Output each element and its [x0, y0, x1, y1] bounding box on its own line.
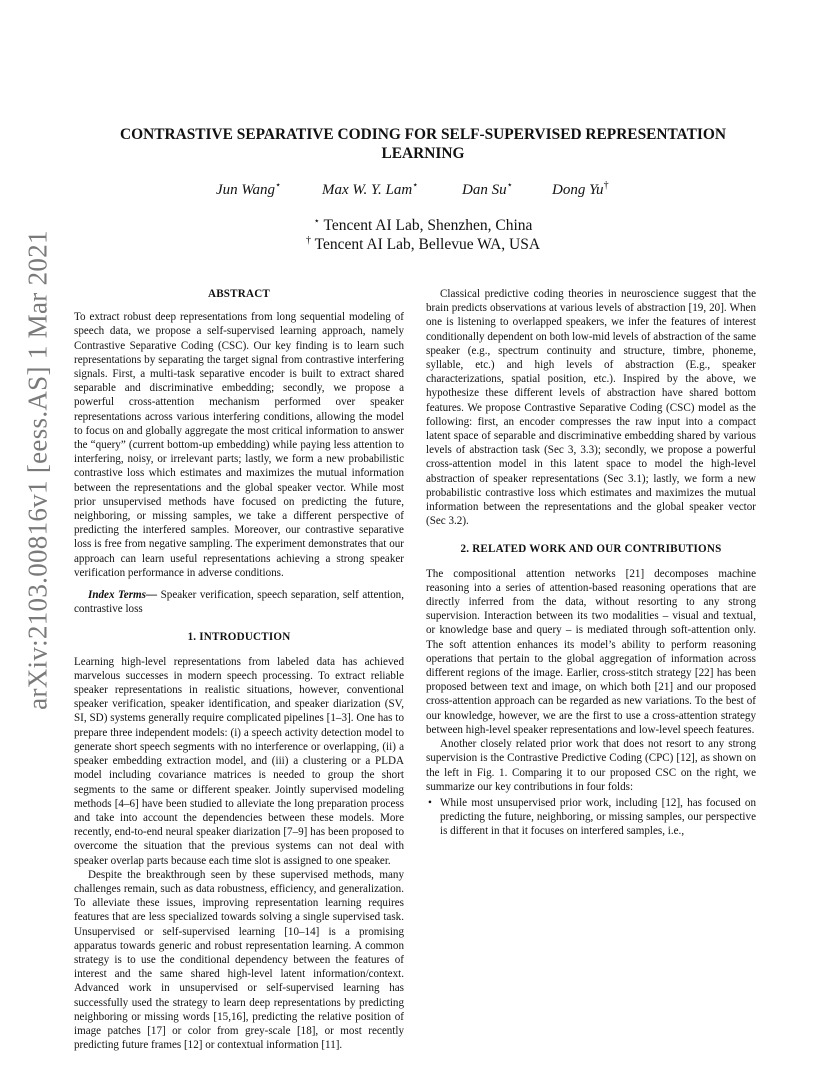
- author-mark: ⋆: [412, 180, 419, 191]
- related-work-heading: 2. RELATED WORK AND OUR CONTRIBUTIONS: [460, 543, 722, 556]
- left-column: [74, 287, 404, 1052]
- author-mark: ⋆: [275, 180, 282, 191]
- affiliation-2: [86, 235, 760, 254]
- author-mark: †: [603, 180, 609, 191]
- affiliation-mark: †: [305, 235, 311, 246]
- intro-paragraph-2: Despite the breakthrough seen by these supervised methods, many challenges remain, such as data robustness, efficiency, and generalization. To alleviate these issues, improving representation learning requires features that are less specialized towards solving a single supervised task. Unsupervised or self-supervised learning [10–14] is a promising apparatus towards generic and robust representation learning. A common strategy is to use the conditional dependency between the features of interest and the same shared high-level latent information/context. Advanced work in unsupervised or self-supervised learning has successfully used the strategy to learn deep representations by predicting neighboring or missing words [15,16], predicting the relative position of image patches [17] or color from grey-scale [18], or most recently predicting future frames [12] or contextual information [11].: [74, 868, 404, 1052]
- author-name: Dan Su: [462, 182, 507, 198]
- affiliation-text: Tencent AI Lab, Bellevue WA, USA: [314, 236, 541, 254]
- affiliation-text: Tencent AI Lab, Shenzhen, China: [323, 217, 533, 235]
- author-name: Max W. Y. Lam: [322, 182, 413, 198]
- author-4: [552, 180, 609, 199]
- arxiv-identifier: [18, 230, 58, 710]
- intro-paragraph-3: Classical predictive coding theories in neuroscience suggest that the brain predicts observations at various levels of abstraction [19, 20]. When one is listening to overlapped speakers, we infer the features of interest conditionally dependent on both low-mid levels of abstraction of the same speaker (e.g., spectrum continuity and structure, timbre, phoneme, syllable, etc.) and high levels of abstraction (E.g., speaker characterizations, spatial position, etc.). Inspired by the above, we hypothesize these different levels of abstraction have shared bottom features. We propose Contrastive Separative Coding (CSC) model as the following: first, an encoder compresses the raw input into a compact latent space of separable and discriminative embedding shared by various levels of abstraction task (Sec 3, 3.3); secondly, we propose a powerful cross-attention model in this latent space to model the high-level abstraction of speaker representations (Sec 3.1); lastly, we form a new probabilistic contrastive loss which estimates and maximizes the mutual information between the representations and the global speaker vector (Sec 3.2).: [426, 288, 756, 528]
- index-terms: [74, 588, 404, 616]
- index-terms-text: Speaker verification, speech separation, self attention, contrastive loss: [74, 589, 404, 616]
- related-paragraph-1: The compositional attention networks [21] decomposes machine reasoning into a series of attention-based reasoning operations that are directly inferred from the data, without resorting to any strong supervision. Interaction between its two modalities – visual and textual, or knowledge base and query – is mediated through soft-attention only. The soft attention enhances its model’s ability to perform reasoning operations that pertain to the global aggregation of information across different regions of the image. Earlier, cross-stitch strategy [22] has been proposed between text and image, on which both [21] and our proposed cross-attention approach can be regarded as new variations. To the best of our knowledge, however, we are the first to use a cross-attention strategy between high-level speaker representations and low-level speech features.: [426, 567, 756, 736]
- related-paragraph-2: Another closely related prior work that does not resort to any strong supervision is the Contrastive Predictive Coding (CPC) [12], as shown on the left in Fig. 1. Comparing it to our proposed CSC on the right, we summarize our key contributions in four folds:: [426, 738, 756, 793]
- introduction-heading: 1. INTRODUCTION: [187, 631, 291, 644]
- paper-title: CONTRASTIVE SEPARATIVE CODING FOR SELF-SUPERVISED REPRESENTATION LEARNING: [120, 126, 726, 162]
- contribution-item: • While most unsupervised prior work, including [12], has focused on predicting the future, neighboring, or missing samples, our perspective is different in that it focuses on interfered samples, i.e.,: [440, 796, 756, 839]
- author-name: Jun Wang: [216, 182, 276, 198]
- abstract-text: To extract robust deep representations from long sequential modeling of speech data, we propose a self-supervised learning approach, namely Contrastive Separative Coding (CSC). Our key finding is to learn such representations by separating the target signal from contrastive interfering signals. First, a multi-task separative encoder is built to extract shared separable and discriminative embedding; secondly, we propose a powerful cross-attention mechanism performed over speaker representations across various interfering conditions, allowing the model to focus on and globally aggregate the most critical information to answer the “query” (current bottom-up embedding) while paying less attention to interfering, noisy, or irrelevant parts; lastly, we form a new probabilistic contrastive loss which estimates and maximizes the mutual information between the representations and the global speaker vector. While most prior unsupervised methods have focused on predicting the future, neighboring, or missing samples, we take a different perspective of predicting the interfered samples. Moreover, our contrastive separative loss is free from negative sampling. The experiment demonstrates that our approach can learn useful representations achieving a strong speaker verification performance in adverse conditions.: [74, 311, 404, 579]
- author-2: [322, 180, 418, 199]
- index-terms-label: Index Terms—: [88, 589, 158, 602]
- author-1: [216, 180, 281, 199]
- author-name: Dong Yu: [552, 182, 604, 198]
- arxiv-identifier-text: arXiv:2103.00816v1 [eess.AS] 1 Mar 2021: [22, 230, 53, 710]
- right-column: [426, 287, 756, 839]
- contribution-list: [426, 796, 756, 839]
- abstract-heading: ABSTRACT: [207, 288, 270, 300]
- author-3: [462, 180, 513, 199]
- affiliation-1: [86, 216, 760, 235]
- author-mark: ⋆: [506, 180, 513, 191]
- affiliation-mark: ⋆: [313, 216, 320, 227]
- intro-paragraph-1: Learning high-level representations from labeled data has achieved marvelous successes in modern speech processing. To extract reliable speaker representations in realistic situations, however, conventional speaker verification, speaker identification, and speaker diarization (SV, SI, SD) systems generally require complicated pipelines [1–3]. One has to prepare three independent models: (i) a speech activity detection model to generate short speech segments with no interference or overlapping, (ii) a speaker embedding extraction model, and (iii) a clustering or a PLDA model including covariance matrices is needed to group the short segments to the same or different speaker. Jointly supervised modeling methods [4–6] have been studied to alleviate the long preparation process and take into account the dependencies between these models. More recently, end-to-end neural speaker diarization [7–9] has been proposed to overcome the situation that the previous systems can not deal with speaker overlap parts because each time slot is assigned to one speaker.: [74, 655, 404, 867]
